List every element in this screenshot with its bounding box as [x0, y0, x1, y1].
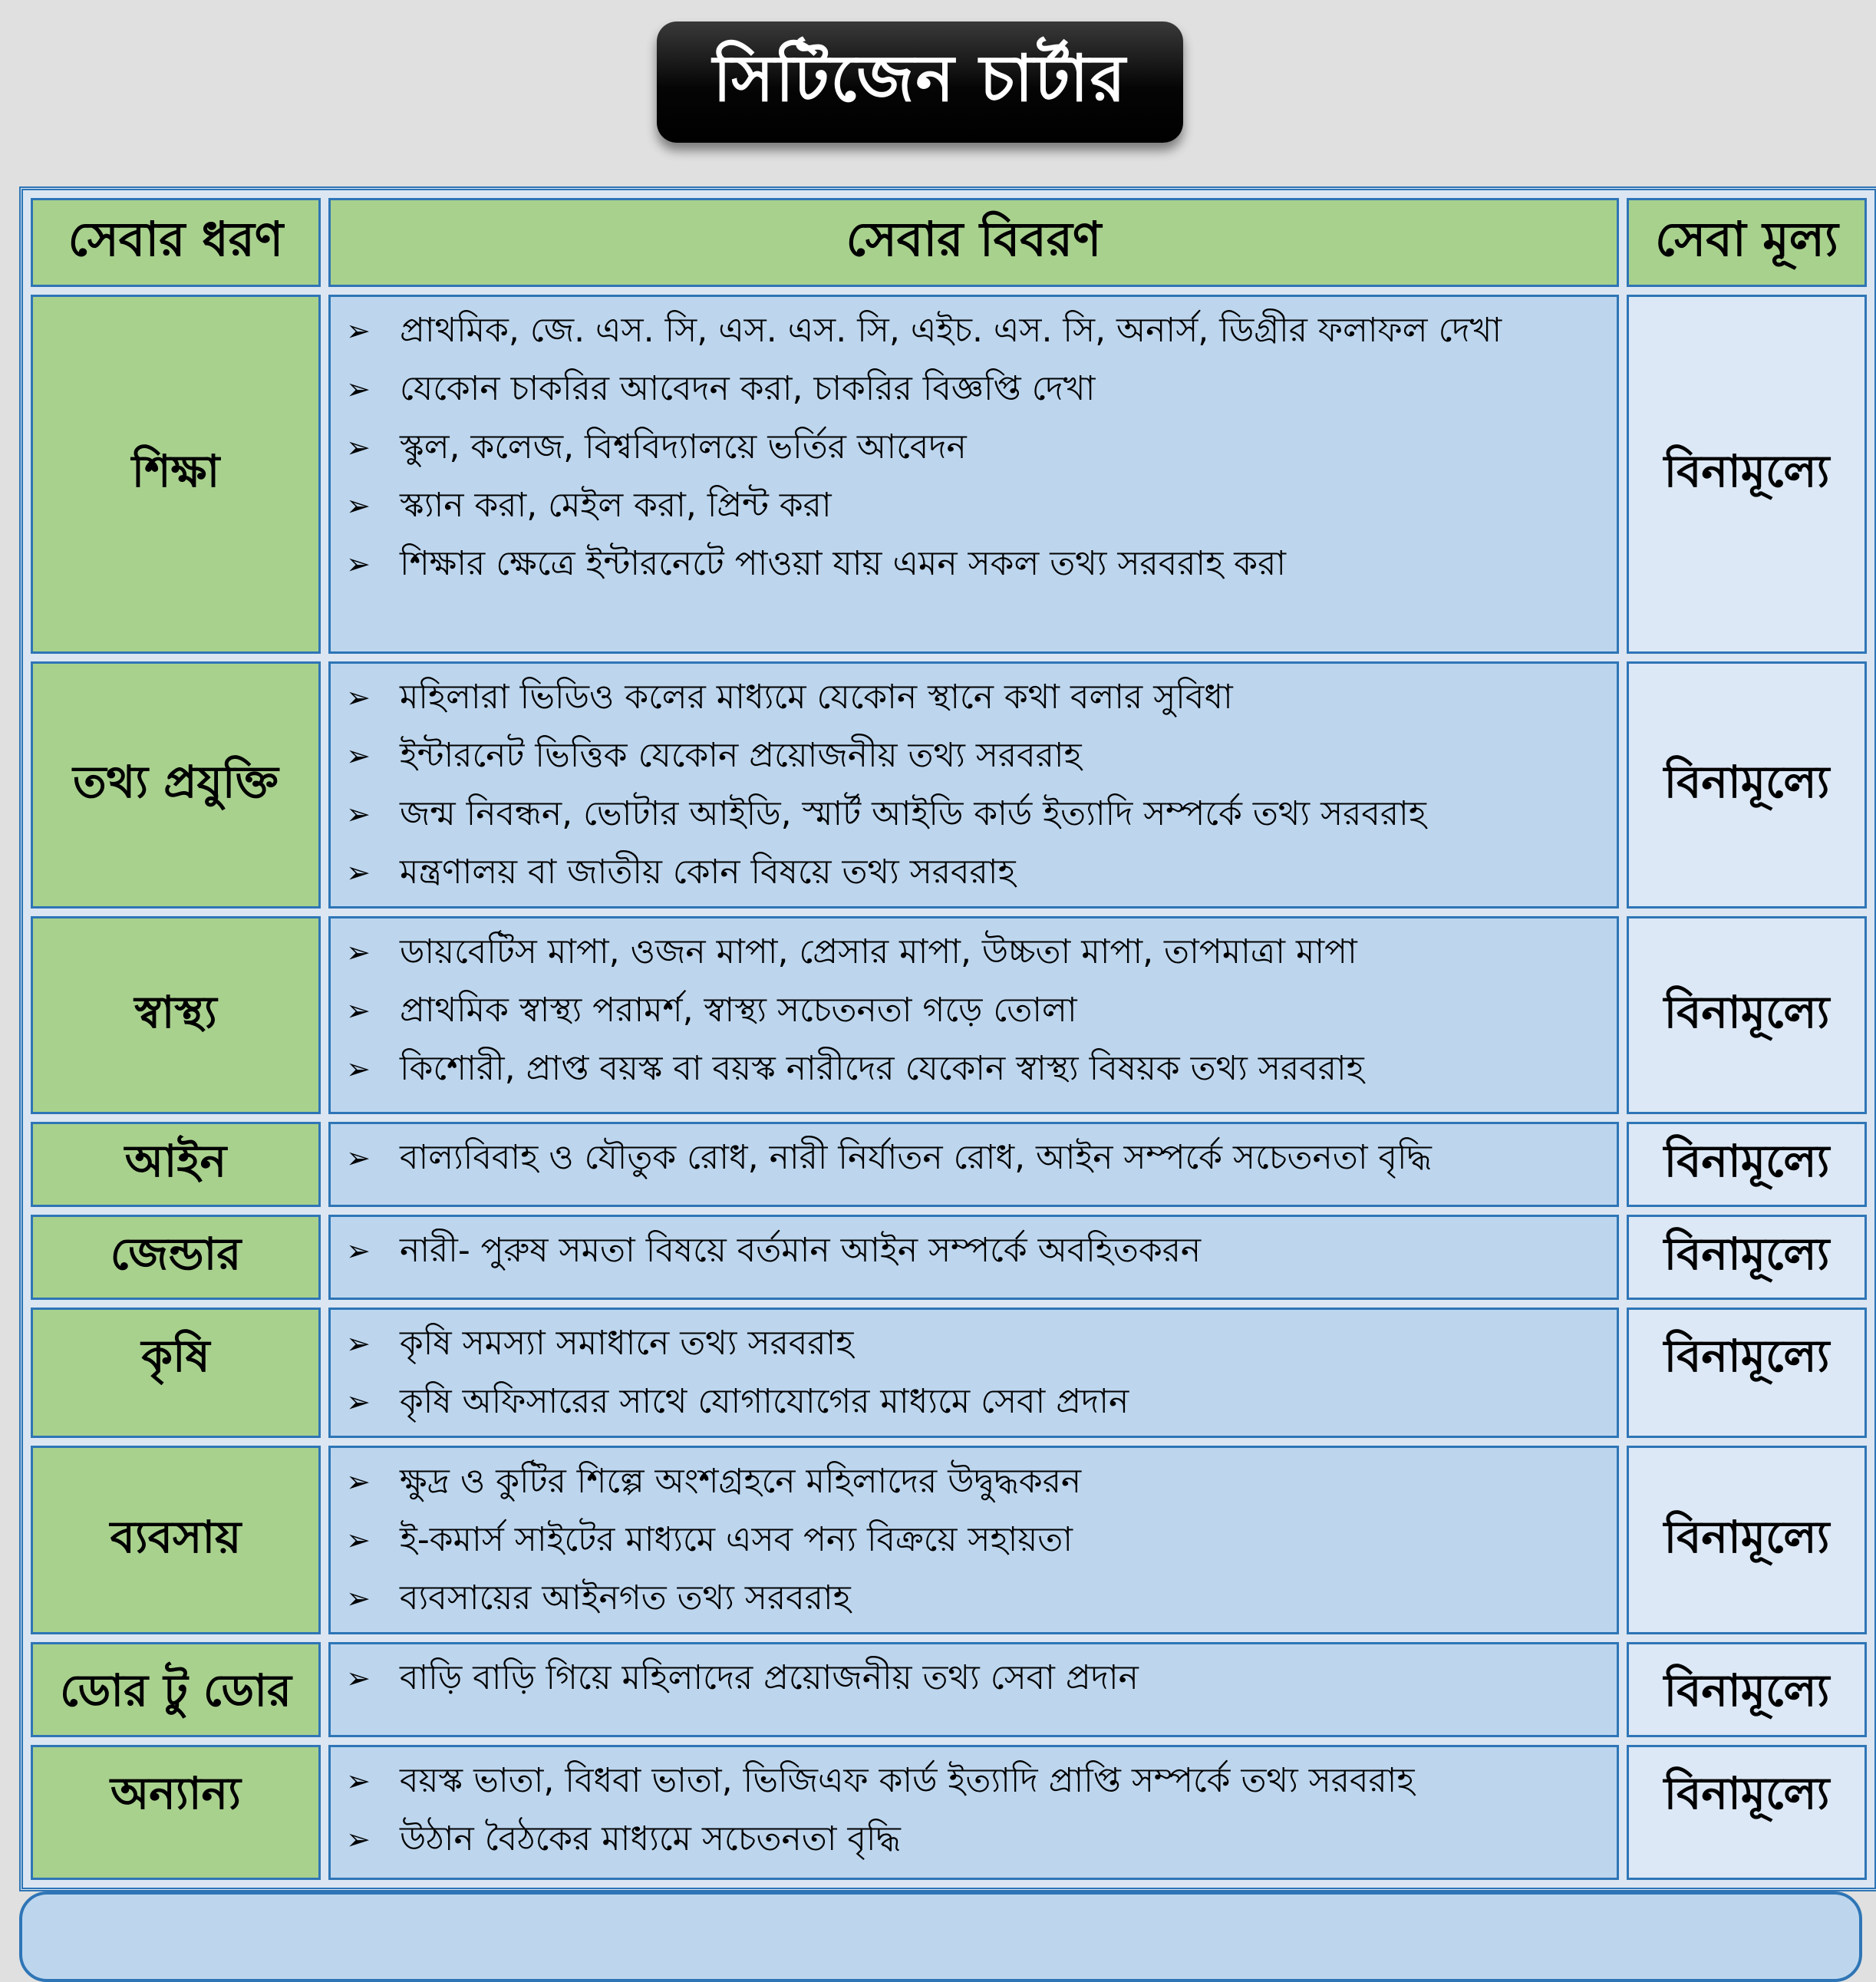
header-service-price: সেবা মূল্য [1627, 198, 1867, 287]
service-price-cell: বিনামূল্যে [1627, 1642, 1867, 1737]
service-description-cell [328, 1745, 1619, 1880]
header-service-description: সেবার বিবরণ [328, 198, 1619, 287]
service-type-cell: অন্যান্য [31, 1745, 321, 1880]
service-item-list [346, 923, 1601, 1098]
service-price-cell: বিনামূল্যে [1627, 916, 1867, 1114]
service-type-cell: স্বাস্থ্য [31, 916, 321, 1114]
table-row [31, 1642, 1867, 1737]
service-type-cell: আইন [31, 1122, 321, 1207]
service-type-cell: তথ্য প্রযুক্তি [31, 661, 321, 909]
service-item: ➢ বাল্যবিবাহ ও যৌতুক রোধ, নারী নির্যাতন রোধ, আইন সম্পর্কে সচেতনতা বৃদ্ধি [346, 1129, 1601, 1187]
service-item: ➢ জন্ম নিবন্ধন, ভোটার আইডি, স্মার্ট আইডি কার্ড ইত্যাদি সম্পর্কে তথ্য সরবরাহ [346, 785, 1601, 843]
service-item: ➢ বয়স্ক ভাতা, বিধবা ভাতা, ভিজিএফ কার্ড ইত্যাদি প্রাপ্তি সম্পর্কে তথ্য সরবরাহ [346, 1752, 1601, 1810]
table-row [31, 1308, 1867, 1438]
service-item: ➢ মন্ত্রণালয় বা জাতীয় কোন বিষয়ে তথ্য সরবরাহ [346, 843, 1601, 902]
service-item-list [346, 1752, 1601, 1868]
service-type-cell: শিক্ষা [31, 295, 321, 654]
service-description-cell [328, 1308, 1619, 1438]
service-type-cell: কৃষি [31, 1308, 321, 1438]
service-item: ➢ বাড়ি বাড়ি গিয়ে মহিলাদের প্রয়োজনীয় তথ্য সেবা প্রদান [346, 1649, 1601, 1707]
service-item: ➢ কৃষি অফিসারের সাথে যোগাযোগের মাধ্যমে সেবা প্রদান [346, 1373, 1601, 1431]
service-item: ➢ স্কুল, কলেজ, বিশ্ববিদ্যালয়ে ভর্তির আবেদন [346, 418, 1601, 477]
table-row [31, 295, 1867, 654]
service-type-cell: জেন্ডার [31, 1215, 321, 1300]
service-item: ➢ কৃষি সমস্যা সমাধানে তথ্য সরবরাহ [346, 1314, 1601, 1373]
bottom-info-panel [19, 1891, 1862, 1982]
table-row [31, 661, 1867, 909]
service-item-list [346, 302, 1601, 593]
table-row [31, 1122, 1867, 1207]
service-description-cell [328, 1215, 1619, 1300]
page-title: সিটিজেন চার্টার [713, 40, 1127, 116]
table-row [31, 1215, 1867, 1300]
service-description-cell [328, 661, 1619, 909]
service-type-cell: ডোর টু ডোর [31, 1642, 321, 1737]
service-item: ➢ প্রাথমিক, জে. এস. সি, এস. এস. সি, এইচ. এস. সি, অনার্স, ডিগ্রীর ফলাফল দেখা [346, 302, 1601, 360]
service-item: ➢ শিক্ষার ক্ষেত্রে ইন্টারনেটে পাওয়া যায় এমন সকল তথ্য সরবরাহ করা [346, 535, 1601, 593]
service-item-list [346, 1453, 1601, 1627]
service-item: ➢ স্ক্যান করা, মেইল করা, প্রিন্ট করা [346, 477, 1601, 535]
service-item: ➢ ডায়বেটিস মাপা, ওজন মাপা, প্রেসার মাপা, উচ্চতা মাপা, তাপমাত্রা মাপা [346, 923, 1601, 981]
service-item-list [346, 1222, 1601, 1280]
service-price-cell: বিনামূল্যে [1627, 1446, 1867, 1634]
title-banner [657, 21, 1183, 143]
service-price-cell: বিনামূল্যে [1627, 1122, 1867, 1207]
service-item: ➢ উঠান বৈঠকের মাধ্যমে সচেতনতা বৃদ্ধি [346, 1810, 1601, 1868]
service-item: ➢ ইন্টারনেট ভিত্তিক যেকোন প্রয়োজনীয় তথ্য সরবরাহ [346, 727, 1601, 785]
table-row [31, 1446, 1867, 1634]
service-price-cell: বিনামূল্যে [1627, 295, 1867, 654]
table-row [31, 1745, 1867, 1880]
service-description-cell [328, 295, 1619, 654]
service-item: ➢ ব্যবসায়ের আইনগত তথ্য সরবরাহ [346, 1569, 1601, 1627]
service-item: ➢ প্রাথমিক স্বাস্থ্য পরামর্শ, স্বাস্থ্য সচেতনতা গড়ে তোলা [346, 981, 1601, 1040]
service-description-cell [328, 1446, 1619, 1634]
service-item-list [346, 1129, 1601, 1187]
service-item: ➢ যেকোন চাকরির আবেদন করা, চাকরির বিজ্ঞপ্তি দেখা [346, 360, 1601, 418]
service-price-cell: বিনামূল্যে [1627, 1308, 1867, 1438]
service-price-cell: বিনামূল্যে [1627, 1745, 1867, 1880]
service-type-cell: ব্যবসায় [31, 1446, 321, 1634]
service-price-cell: বিনামূল্যে [1627, 661, 1867, 909]
service-price-cell: বিনামূল্যে [1627, 1215, 1867, 1300]
service-item-list [346, 1314, 1601, 1431]
service-item: ➢ ই-কমার্স সাইটের মাধ্যমে এসব পন্য বিক্রয়ে সহায়তা [346, 1511, 1601, 1569]
service-description-cell [328, 1642, 1619, 1737]
table-row [31, 916, 1867, 1114]
header-row [31, 198, 1867, 287]
service-item: ➢ মহিলারা ভিডিও কলের মাধ্যমে যেকোন স্থানে কথা বলার সুবিধা [346, 668, 1601, 727]
service-item: ➢ নারী- পুরুষ সমতা বিষয়ে বর্তমান আইন সম্পর্কে অবহিতকরন [346, 1222, 1601, 1280]
service-item-list [346, 1649, 1601, 1707]
service-item: ➢ ক্ষুদ্র ও কুটির শিল্পে অংশগ্রহনে মহিলাদের উদ্বুদ্ধকরন [346, 1453, 1601, 1511]
service-description-cell [328, 1122, 1619, 1207]
service-item-list [346, 668, 1601, 902]
citizen-charter-table [19, 186, 1876, 1891]
service-item: ➢ কিশোরী, প্রাপ্ত বয়স্ক বা বয়স্ক নারীদের যেকোন স্বাস্থ্য বিষয়ক তথ্য সরবরাহ [346, 1040, 1601, 1098]
service-description-cell [328, 916, 1619, 1114]
header-service-type: সেবার ধরণ [31, 198, 321, 287]
